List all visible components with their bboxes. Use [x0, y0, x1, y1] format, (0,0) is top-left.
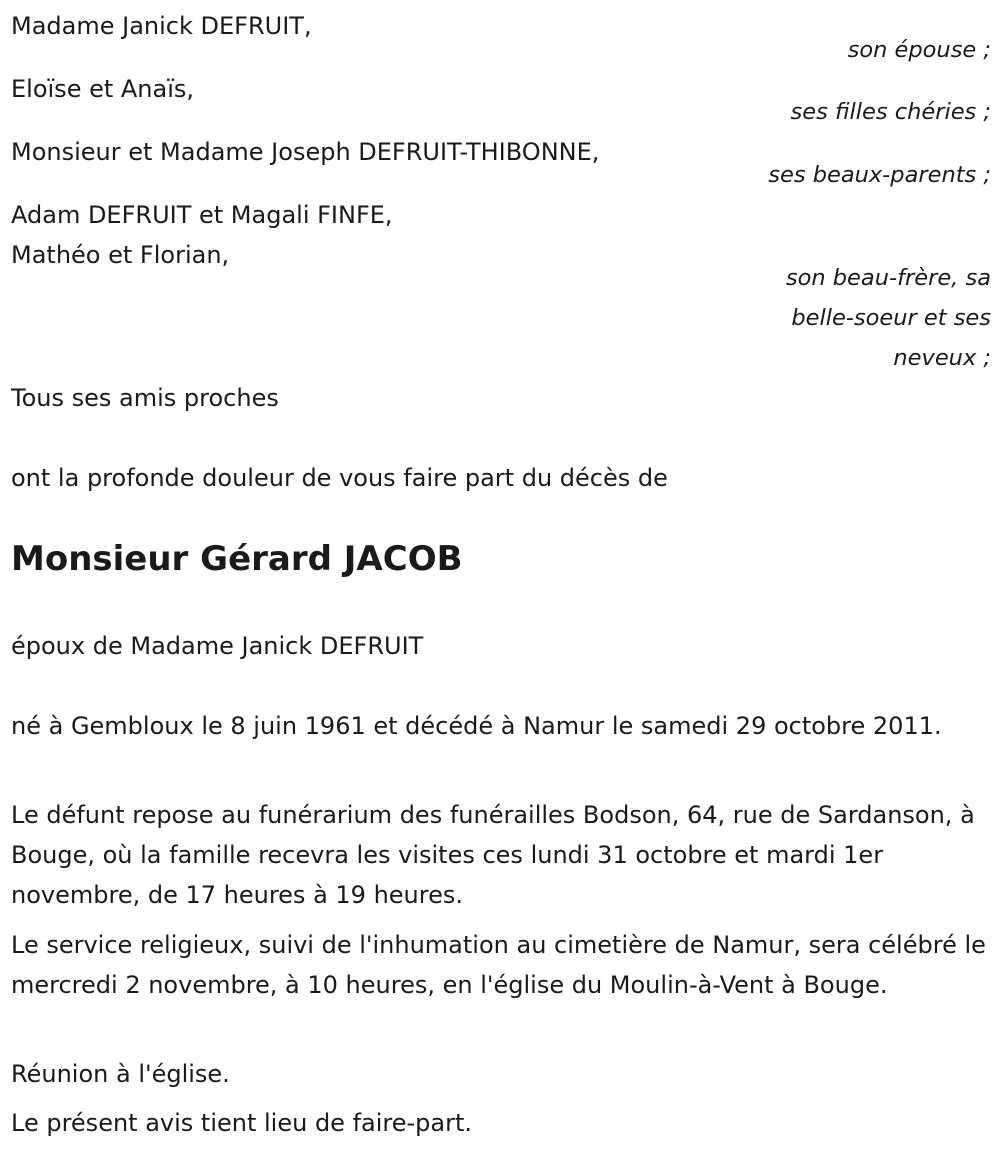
- family-siblings-relation-line2: belle-soeur et ses: [791, 305, 991, 331]
- funerarium-paragraph: Le défunt repose au funérarium des funérailles Bodson, 64, rue de Sardanson, à Bouge, où la famille recevra les visites ces lundi 31 octobre et mardi 1er novembre, de 17 heures à 19 heures.: [11, 801, 975, 909]
- spouse-of-line: époux de Madame Janick DEFRUIT: [11, 632, 424, 660]
- family-siblings-relation-line1: son beau-frère, sa: [785, 265, 991, 291]
- family-spouse-name: Madame Janick DEFRUIT,: [11, 12, 312, 40]
- family-siblings-relation-line3: neveux ;: [893, 345, 991, 371]
- family-siblings-names-line1: Adam DEFRUIT et Magali FINFE,: [11, 201, 393, 229]
- service-paragraph: Le service religieux, suivi de l'inhumation au cimetière de Namur, sera célébré le mercredi 2 novembre, à 10 heures, en l'église du Moulin-à-Vent à Bouge.: [11, 931, 986, 999]
- family-daughters-relation: ses filles chéries ;: [790, 99, 991, 125]
- family-spouse-relation: son épouse ;: [847, 37, 991, 63]
- deceased-name: Monsieur Gérard JACOB: [11, 539, 463, 579]
- family-friends: Tous ses amis proches: [11, 384, 279, 412]
- announcement-intro: ont la profonde douleur de vous faire part du décès de: [11, 464, 668, 492]
- family-daughters-names: Eloïse et Anaïs,: [11, 75, 195, 103]
- family-in-laws-names: Monsieur et Madame Joseph DEFRUIT-THIBONNE,: [11, 138, 600, 166]
- meeting-paragraph: Réunion à l'église.: [11, 1060, 230, 1088]
- family-in-laws-relation: ses beaux-parents ;: [768, 162, 991, 188]
- notice-paragraph: Le présent avis tient lieu de faire-part.: [11, 1109, 473, 1137]
- birth-death-paragraph: né à Gembloux le 8 juin 1961 et décédé à Namur le samedi 29 octobre 2011.: [11, 712, 942, 740]
- family-siblings-names-line2: Mathéo et Florian,: [11, 241, 230, 269]
